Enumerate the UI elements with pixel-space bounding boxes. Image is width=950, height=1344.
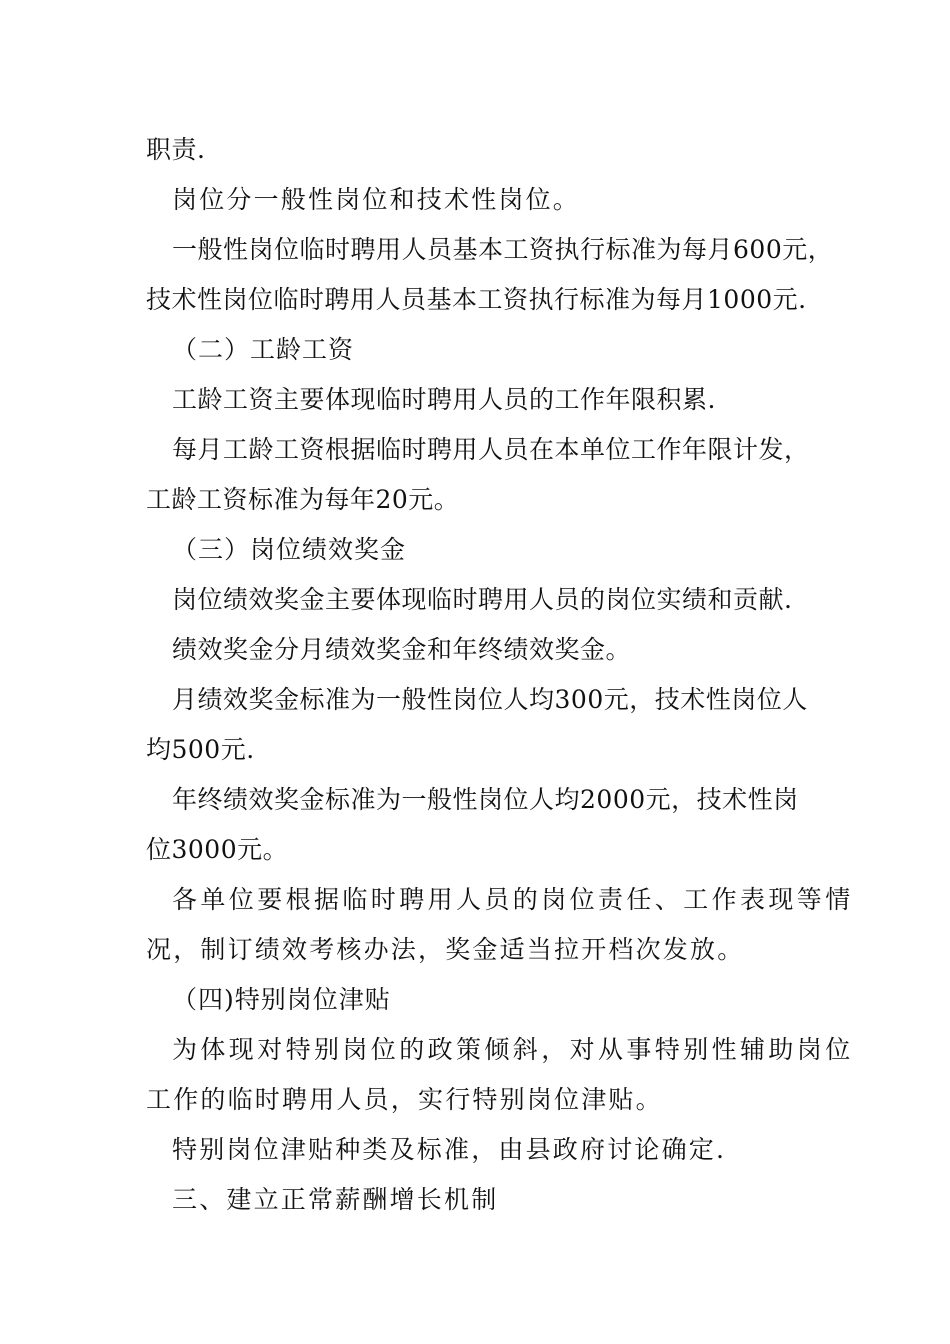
paragraph-line: 工龄工资标准为每年20元。 [146, 485, 460, 514]
paragraph-line: 技术性岗位临时聘用人员基本工资执行标准为每月1000元. [146, 285, 807, 314]
paragraph-line: 岗位分一般性岗位和技术性岗位。 [172, 185, 581, 214]
paragraph-line: 况，制订绩效考核办法，奖金适当拉开档次发放。 [146, 935, 745, 964]
paragraph-line: 职责. [146, 135, 206, 164]
paragraph-line: 位3000元。 [146, 835, 289, 864]
paragraph-line: 年终绩效奖金标准为一般性岗位人均2000元，技术性岗 [172, 785, 799, 814]
paragraph-line: 各单位要根据临时聘用人员的岗位责任、工作表现等情 [172, 885, 854, 914]
paragraph-line: 工作的临时聘用人员，实行特别岗位津贴。 [146, 1085, 663, 1114]
paragraph-line: 岗位绩效奖金主要体现临时聘用人员的岗位实绩和贡献. [172, 585, 793, 614]
paragraph-line: 均500元. [146, 735, 255, 764]
section-heading: （四)特别岗位津贴 [172, 985, 391, 1014]
paragraph-line: 绩效奖金分月绩效奖金和年终绩效奖金。 [172, 635, 632, 664]
section-heading: （二）工龄工资 [172, 335, 355, 364]
section-heading: （三）岗位绩效奖金 [172, 535, 407, 564]
paragraph-line: 一般性岗位临时聘用人员基本工资执行标准为每月600元， [172, 235, 834, 264]
section-heading: 三、建立正常薪酬增长机制 [172, 1185, 499, 1214]
paragraph-line: 月绩效奖金标准为一般性岗位人均300元，技术性岗位人 [172, 685, 808, 714]
paragraph-line: 工龄工资主要体现临时聘用人员的工作年限积累. [172, 385, 716, 414]
paragraph-line: 为体现对特别岗位的政策倾斜，对从事特别性辅助岗位 [172, 1035, 854, 1064]
paragraph-line: 特别岗位津贴种类及标准，由县政府讨论确定. [172, 1135, 727, 1164]
paragraph-line: 每月工龄工资根据临时聘用人员在本单位工作年限计发， [172, 435, 810, 464]
